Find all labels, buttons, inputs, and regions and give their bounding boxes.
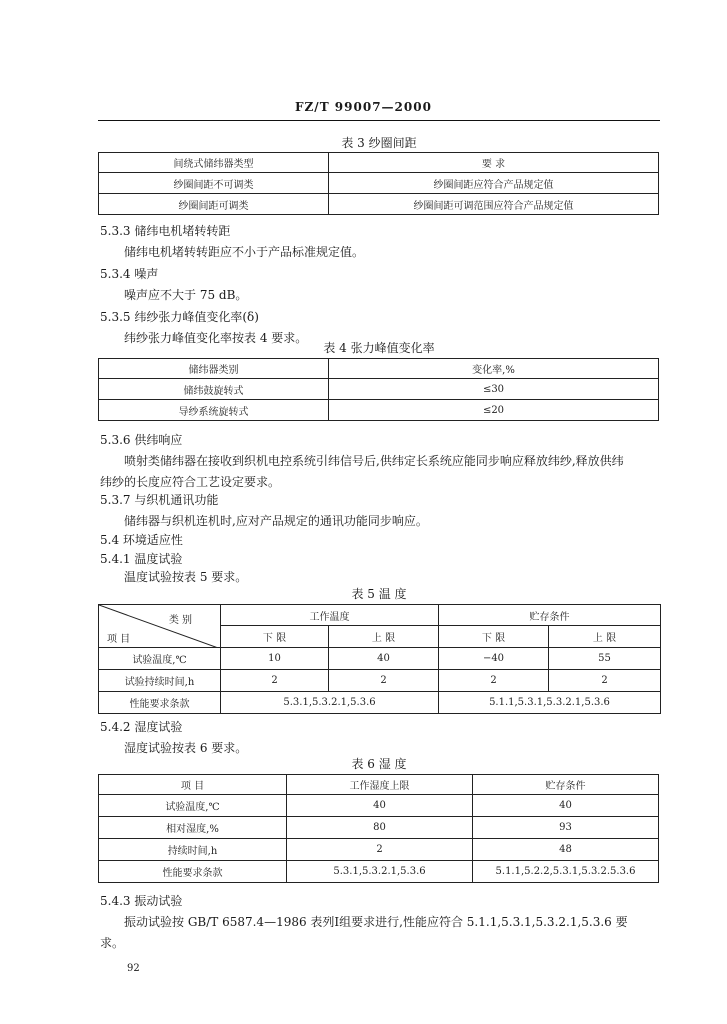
table-cell: 2 xyxy=(329,670,439,692)
table-cell: 40 xyxy=(473,795,659,817)
page-number: 92 xyxy=(127,963,140,974)
table-header-cell: 贮存条件 xyxy=(473,775,659,795)
section-5-4-heading: 5.4 环境适应性 xyxy=(100,533,183,547)
table-cell: 2 xyxy=(439,670,549,692)
table-5-caption: 表 5 温 度 xyxy=(351,587,407,601)
section-5-4-1-text: 温度试验按表 5 要求。 xyxy=(124,570,248,584)
table-3-caption: 表 3 纱圈间距 xyxy=(341,136,417,150)
table-cell: 纱圈间距不可调类 xyxy=(99,173,329,194)
table-3 xyxy=(98,152,659,215)
table-header-cell: 要 求 xyxy=(329,153,659,173)
table-header-cell: 间绕式储纬器类型 xyxy=(99,153,329,173)
table-header-cell: 储纬器类别 xyxy=(99,359,329,379)
table-cell: 纱圈间距可调范围应符合产品规定值 xyxy=(329,194,659,215)
table-4 xyxy=(98,358,659,421)
table-row xyxy=(99,648,661,670)
table-cell: 2 xyxy=(287,839,473,861)
section-5-4-3-heading: 5.4.3 振动试验 xyxy=(100,894,183,908)
table-subheader-cell: 下 限 xyxy=(439,626,549,648)
table-cell: −40 xyxy=(439,648,549,670)
section-5-3-6-text-line-1: 喷射类储纬器在接收到织机电控系统引纬信号后,供纬定长系统应能同步响应释放纬纱,释放供纬 xyxy=(124,454,624,468)
table-6 xyxy=(98,774,659,883)
table-cell: ≤30 xyxy=(329,379,659,400)
section-5-3-6-heading: 5.3.6 供纬响应 xyxy=(100,433,183,447)
table-row xyxy=(99,153,659,173)
table-row xyxy=(99,379,659,400)
table-5-corner-top-label: 类 别 xyxy=(168,615,192,626)
header-rule xyxy=(98,120,660,121)
table-row xyxy=(99,861,659,883)
table-header-cell: 工作湿度上限 xyxy=(287,775,473,795)
table-group-header: 贮存条件 xyxy=(439,605,661,626)
section-5-3-7-heading: 5.3.7 与织机通讯功能 xyxy=(100,493,219,507)
section-5-3-7-text: 储纬器与织机连机时,应对产品规定的通讯功能同步响应。 xyxy=(124,514,428,528)
table-row-label: 试验温度,℃ xyxy=(99,648,221,670)
table-6-caption: 表 6 湿 度 xyxy=(351,757,407,771)
table-row xyxy=(99,795,659,817)
table-subheader-cell: 下 限 xyxy=(221,626,329,648)
table-row-label: 持续时间,h xyxy=(99,839,287,861)
table-cell: 55 xyxy=(549,648,661,670)
table-row xyxy=(99,400,659,421)
table-subheader-cell: 上 限 xyxy=(329,626,439,648)
table-5-corner-cell xyxy=(99,605,221,648)
table-row-label: 试验温度,℃ xyxy=(99,795,287,817)
table-cell: 导纱系统旋转式 xyxy=(99,400,329,421)
table-row-label: 试验持续时间,h xyxy=(99,670,221,692)
table-5 xyxy=(98,604,661,714)
table-row xyxy=(99,839,659,861)
table-cell: 5.3.1,5.3.2.1,5.3.6 xyxy=(287,861,473,883)
table-row xyxy=(99,194,659,215)
table-cell: 5.3.1,5.3.2.1,5.3.6 xyxy=(221,692,439,714)
table-cell: 5.1.1,5.3.1,5.3.2.1,5.3.6 xyxy=(439,692,661,714)
table-row xyxy=(99,173,659,194)
table-cell: 纱圈间距应符合产品规定值 xyxy=(329,173,659,194)
table-cell: ≤20 xyxy=(329,400,659,421)
table-header-cell: 项 目 xyxy=(99,775,287,795)
section-5-4-3-text-line-2: 求。 xyxy=(100,936,125,950)
table-cell: 40 xyxy=(329,648,439,670)
table-row xyxy=(99,692,661,714)
table-row xyxy=(99,670,661,692)
section-5-3-4-heading: 5.3.4 噪声 xyxy=(100,267,159,281)
table-row xyxy=(99,775,659,795)
section-5-3-5-text: 纬纱张力峰值变化率按表 4 要求。 xyxy=(124,331,308,345)
table-subheader-cell: 上 限 xyxy=(549,626,661,648)
table-group-header: 工作温度 xyxy=(221,605,439,626)
section-5-4-1-heading: 5.4.1 温度试验 xyxy=(100,552,183,566)
section-5-3-6-text-line-2: 纬纱的长度应符合工艺设定要求。 xyxy=(100,475,281,489)
section-5-3-3-text: 储纬电机堵转转距应不小于产品标准规定值。 xyxy=(124,245,365,259)
section-5-3-5-heading: 5.3.5 纬纱张力峰值变化率(δ) xyxy=(100,310,259,324)
table-row xyxy=(99,605,661,626)
table-header-cell: 变化率,% xyxy=(329,359,659,379)
section-5-4-2-heading: 5.4.2 湿度试验 xyxy=(100,720,183,734)
table-row xyxy=(99,817,659,839)
table-row-label: 性能要求条款 xyxy=(99,692,221,714)
table-5-corner-bottom-label: 项 目 xyxy=(107,634,131,645)
table-row xyxy=(99,359,659,379)
table-cell: 2 xyxy=(549,670,661,692)
table-4-caption: 表 4 张力峰值变化率 xyxy=(323,341,435,355)
table-cell: 储纬鼓旋转式 xyxy=(99,379,329,400)
table-cell: 93 xyxy=(473,817,659,839)
table-cell: 纱圈间距可调类 xyxy=(99,194,329,215)
standard-code-header: FZ/T 99007—2000 xyxy=(295,100,432,114)
table-cell: 48 xyxy=(473,839,659,861)
table-row-label: 相对湿度,% xyxy=(99,817,287,839)
table-cell: 80 xyxy=(287,817,473,839)
table-cell: 40 xyxy=(287,795,473,817)
section-5-4-2-text: 湿度试验按表 6 要求。 xyxy=(124,741,248,755)
section-5-3-3-heading: 5.3.3 储纬电机堵转转距 xyxy=(100,224,231,238)
table-cell: 10 xyxy=(221,648,329,670)
table-cell: 2 xyxy=(221,670,329,692)
section-5-4-3-text-line-1: 振动试验按 GB/T 6587.4—1986 表列Ⅰ组要求进行,性能应符合 5.1.1,5.3.1,5.3.2.1,5.3.6 要 xyxy=(124,915,628,929)
table-cell: 5.1.1,5.2.2,5.3.1,5.3.2.5.3.6 xyxy=(473,861,659,883)
table-row-label: 性能要求条款 xyxy=(99,861,287,883)
section-5-3-4-text: 噪声应不大于 75 dB。 xyxy=(124,288,248,302)
